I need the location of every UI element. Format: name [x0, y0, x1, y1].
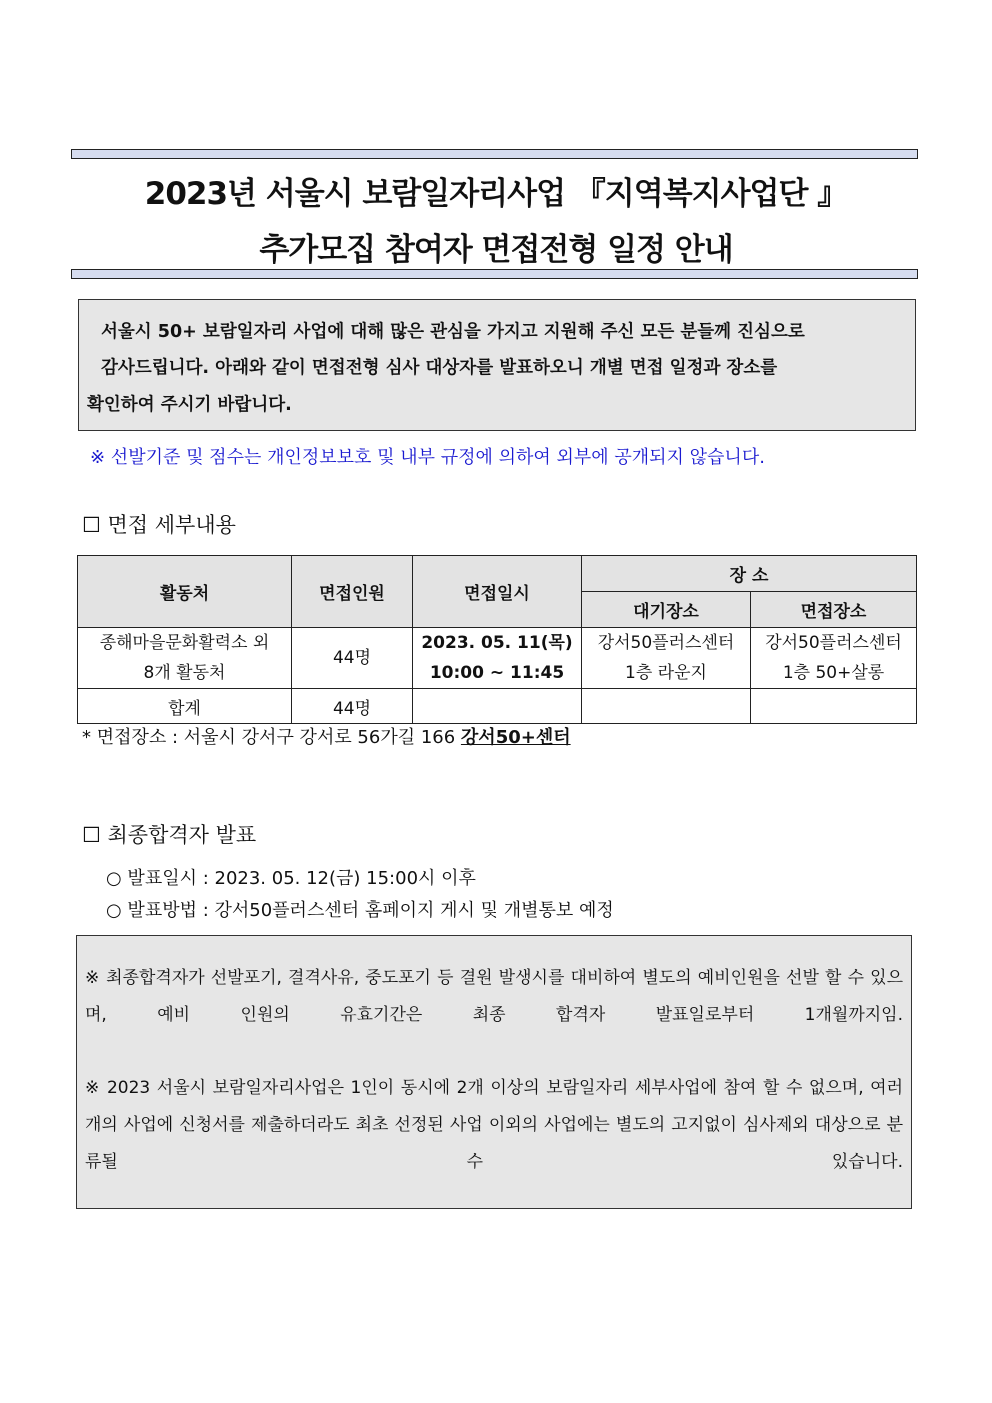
- header-count: 면접인원: [292, 556, 413, 628]
- header-datetime: 면접일시: [413, 556, 582, 628]
- title-bar-bottom: [71, 269, 918, 279]
- interview-line: 강서50플러스센터: [765, 633, 902, 653]
- privacy-notice: ※ 선발기준 및 점수는 개인정보보호 및 내부 규정에 의하여 외부에 공개되지 않습니다.: [90, 447, 765, 468]
- table-row: [78, 628, 917, 689]
- center-name: 강서50+센터: [460, 727, 571, 748]
- cell-datetime: [413, 628, 582, 689]
- header-waiting: 대기장소: [582, 592, 751, 628]
- section-heading-result: ☐ 최종합격자 발표: [82, 823, 257, 847]
- cell-org: [78, 628, 292, 689]
- announce-method: ○ 발표방법 : 강서50플러스센터 홈페이지 게시 및 개별통보 예정: [106, 900, 614, 921]
- interview-table: [77, 555, 917, 724]
- cell-count: 44명: [292, 628, 413, 689]
- address-text: * 면접장소 : 서울시 강서구 강서로 56가길 166: [82, 727, 461, 748]
- waiting-line: 1층 라운지: [625, 663, 707, 683]
- notes-box: [76, 935, 912, 1209]
- interview-address: [82, 723, 571, 749]
- header-org: 활동처: [78, 556, 292, 628]
- cell-interview: [751, 628, 917, 689]
- time: 10:00 ~ 11:45: [429, 663, 565, 683]
- waiting-line: 강서50플러스센터: [597, 633, 735, 653]
- empty-cell: [751, 689, 917, 724]
- org-line: 종해마을문화활력소 외: [99, 633, 270, 653]
- title-line-2: 추가모집 참여자 면접전형 일정 안내: [259, 232, 733, 268]
- date: 2023. 05. 11(목): [421, 633, 573, 653]
- cell-waiting: [582, 628, 751, 689]
- announce-date: ○ 발표일시 : 2023. 05. 12(금) 15:00시 이후: [106, 868, 476, 889]
- interview-line: 1층 50+살롱: [782, 663, 885, 683]
- header-place: 장 소: [582, 556, 917, 592]
- title-line-1: 2023년 서울시 보람일자리사업 『지역복지사업단 』: [144, 176, 848, 212]
- note-duplicate: ※ 2023 서울시 보람일자리사업은 1인이 동시에 2개 이상의 보람일자리 세부사업에 참여 할 수 없으며, 여러 개의 사업에 신청서를 제출하더라도 최초 선정된 사업 이외의 사업에는 별도의 고지없이 심사제외 대상으로 분류될 수 있습니다.: [85, 1078, 903, 1172]
- intro-line: 서울시 50+ 보람일자리 사업에 대해 많은 관심을 가지고 지원해 주신 모든 분들께 진심으로: [101, 322, 805, 342]
- empty-cell: [413, 689, 582, 724]
- empty-cell: [582, 689, 751, 724]
- intro-line: 확인하여 주시기 바랍니다.: [87, 395, 292, 415]
- header-interview: 면접장소: [751, 592, 917, 628]
- title-bar-top: [71, 149, 918, 159]
- org-line: 8개 활동처: [143, 663, 226, 683]
- intro-box: [78, 299, 916, 431]
- table-total-row: [78, 689, 917, 724]
- total-label: 합계: [78, 689, 292, 724]
- intro-line: 감사드립니다. 아래와 같이 면접전형 심사 대상자를 발표하오니 개별 면접 일정과 장소를: [101, 358, 778, 378]
- total-count: 44명: [292, 689, 413, 724]
- section-heading-interview: ☐ 면접 세부내용: [82, 513, 236, 537]
- note-reserve: ※ 최종합격자가 선발포기, 결격사유, 중도포기 등 결원 발생시를 대비하여 별도의 예비인원을 선발 할 수 있으며, 예비 인원의 유효기간은 최종 합격자 발표일로부터 1개월까지임.: [85, 968, 903, 1025]
